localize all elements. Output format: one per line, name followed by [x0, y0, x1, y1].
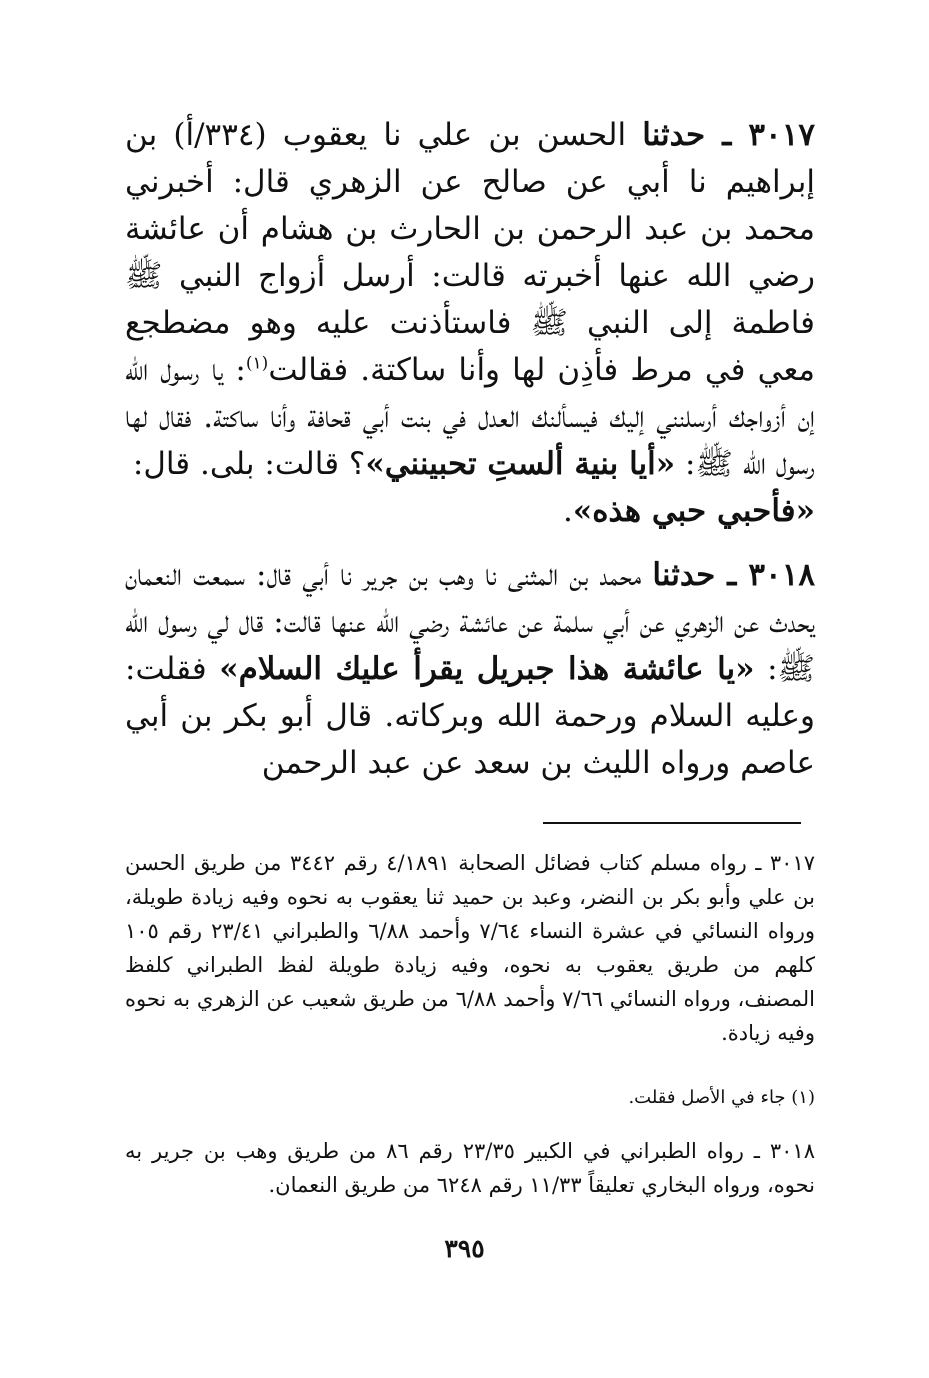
footnote-3018-text: ٣٠١٨ ـ رواه الطبراني في الكبير ٢٣/٣٥ رقم ٨٦ من طريق وهب بن جرير به نحوه، ورواه البخاري تعليقاً ١١/٣٣ رقم ٦٢٤٨ من طريق النعمان. [125, 1139, 815, 1197]
hadith-3017 [125, 112, 815, 535]
hadith-3017-quote-2: «فأحبي حبي هذه» [572, 493, 815, 529]
hadith-3018-quote-1: «يا عائشة هذا جبريل يقرأ عليك السلام» [219, 651, 755, 687]
hadith-3017-text-3: ؟ قالت: بلى. قال: [132, 446, 366, 482]
footnote-ref-1: (١) [245, 353, 269, 374]
hadith-3018 [125, 552, 815, 787]
hadith-3017-text-2: : يا رسول الله إن أزواجك أرسلنني إليك فيسألنك العدل في بنت أبي قحافة وأنا ساكتة. فقال لها رسول الله ﷺ: [125, 352, 815, 482]
footnote-3018 [125, 1134, 815, 1202]
hadith-3018-paragraph [125, 552, 815, 787]
hadith-3017-quote-1: «أيا بنية ألستِ تحبينني» [365, 446, 676, 482]
footnote-3017 [125, 846, 815, 1050]
hadith-3017-text-4: . [562, 493, 573, 529]
hadith-3017-paragraph [125, 112, 815, 535]
footnote-divider [543, 822, 801, 824]
footnote-3017-text: ٣٠١٧ ـ رواه مسلم كتاب فضائل الصحابة ٤/١٨٩١ رقم ٣٤٤٢ من طريق الحسن بن علي وأبو بكر بن النضر، وعبد بن حميد ثنا يعقوب به نحوه وفيه زيادة طويلة، ورواه النسائي في عشرة النساء ٧/٦٤ وأحمد ٦/٨٨ والطبراني ٢٣/٤١ رقم ١٠٥ كلهم من طريق يعقوب به نحوه، وفيه زيادة طويلة لفظ الطبراني كلفظ المصنف، ورواه النسائي ٧/٦٦ وأحمد ٦/٨٨ من طريق شعيب عن الزهري به نحوه وفيه زيادة. [125, 851, 816, 1045]
hadith-3017-lead: ٣٠١٧ ـ حدثنا [642, 117, 816, 153]
footnote-1 [125, 1084, 815, 1112]
hadith-3018-text-1: محمد بن المثنى نا وهب بن جرير نا أبي قال: سمعت النعمان يحدث عن الزهري عن أبي سلمة عن عائشة رضي الله عنها قالت: قال لي رسول الله ﷺ: [125, 557, 815, 687]
hadith-3017-text-1: الحسن بن علي نا يعقوب (٣٣٤/أ) بن إبراهيم نا أبي عن صالح عن الزهري قال: أخبرني محمد بن عبد الرحمن بن الحارث بن هشام أن عائشة رضي الله عنها أخبرته قالت: أرسل أزواج النبي ﷺ فاطمة إلى النبي ﷺ فاستأذنت عليه وهو مضطجع معي في مرط فأذِن لها وأنا ساكتة. فقالت [125, 117, 816, 388]
hadith-3018-text-2: فقلت: وعليه السلام ورحمة الله وبركاته. قال أبو بكر بن أبي عاصم ورواه الليث بن سعد عن عبد الرحمن [125, 651, 815, 781]
page-number: ٣٩٥ [444, 1234, 485, 1263]
hadith-3018-lead: ٣٠١٨ ـ حدثنا [652, 557, 815, 593]
footnote-1-text: (١) جاء في الأصل فقلت. [628, 1087, 815, 1108]
